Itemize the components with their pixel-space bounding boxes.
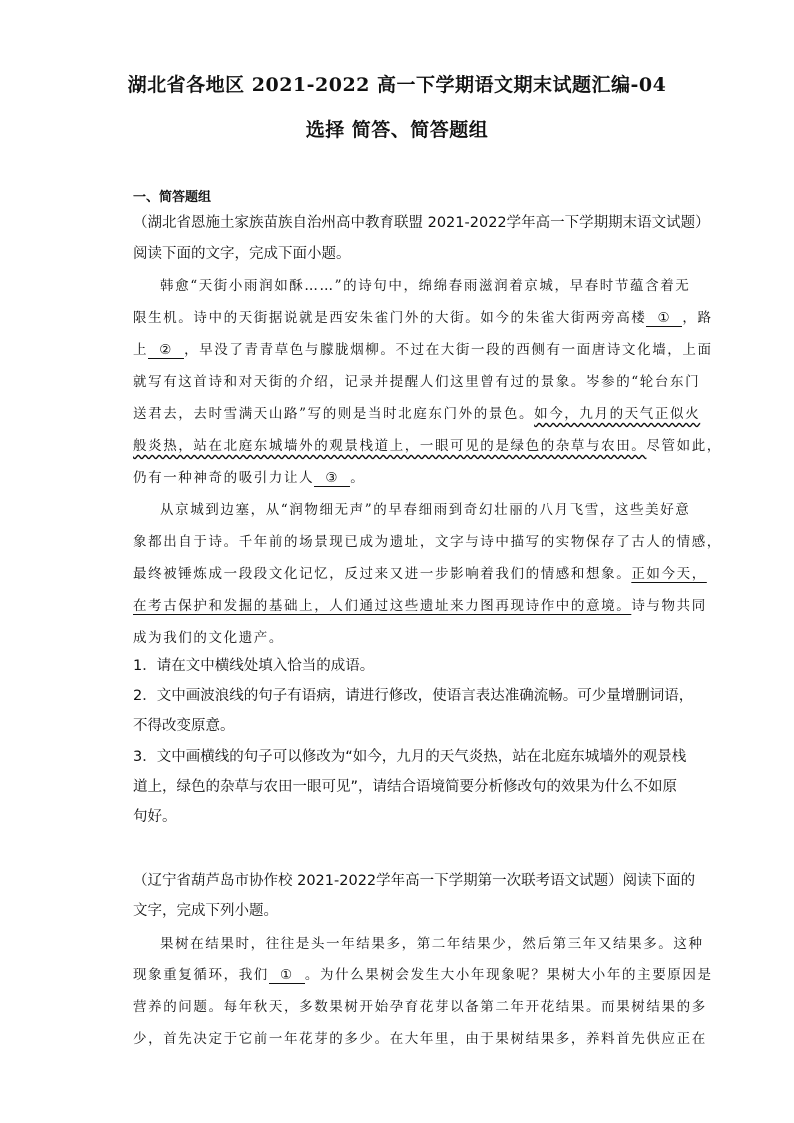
fill-blank-1: ① <box>646 310 682 327</box>
passage2-instruction: 文字，完成下列小题。 <box>133 903 278 919</box>
passage2-line: 营养的问题。每年秋天，多数果树开始孕育花芽以备第二年开花结果。而果树结果的多 <box>133 999 707 1015</box>
fill-blank-2: ② <box>148 342 184 359</box>
passage1-instruction: 阅读下面的文字，完成下面小题。 <box>133 246 351 262</box>
passage1-line: 象都出自于诗。千年前的场景现已成为遗址，文字与诗中描写的实物保存了古人的情感， <box>133 534 722 550</box>
fill-blank-3: ③ <box>314 470 350 487</box>
passage1-line: 般炎热，站在北庭东城墙外的观景栈道上，一眼可见的是绿色的杂草与农田。尽管如此， <box>133 438 722 454</box>
passage1-line: 送君去，去时雪满天山路”写的则是当时北庭东门外的景色。如今，九月的天气正似火 <box>133 406 701 422</box>
wavy-underlined-sentence: 般炎热，站在北庭东城墙外的观景栈道上，一眼可见的是绿色的杂草与农田。 <box>133 438 647 454</box>
question-3-cont: 道上，绿色的杂草与农田一眼可见”，请结合语境简要分析修改句的效果为什么不如原 <box>133 779 678 795</box>
fill-blank-1: ① <box>269 967 305 984</box>
question-1: 1．请在文中横线处填入恰当的成语。 <box>133 658 375 674</box>
passage1-line: 就写有这首诗和对天街的介绍，记录并提醒人们这里曾有过的景象。岑参的“轮台东门 <box>133 374 701 390</box>
passage2-line: 果树在结果时，往往是头一年结果多，第二年结果少，然后第三年又结果多。这种 <box>160 936 704 952</box>
passage1-line: 仍有一种神奇的吸引力让人 ③ 。 <box>133 470 366 486</box>
underlined-sentence: 在考古保护和发掘的基础上，人们通过这些遗址来力图再现诗作中的意境。 <box>133 598 632 614</box>
passage1-source: （湖北省恩施土家族苗族自治州高中教育联盟 2021-2022学年高一下学期期末语文试题） <box>133 215 710 231</box>
question-2: 2．文中画波浪线的句子有语病，请进行修改，使语言表达准确流畅。可少量增删词语， <box>133 688 694 704</box>
question-3-cont: 句好。 <box>133 809 177 825</box>
underlined-sentence: 正如今天， <box>631 566 707 582</box>
passage1-line: 从京城到边塞，从“润物细无声”的早春细雨到奇幻壮丽的八月飞雪，这些美好意 <box>160 502 691 518</box>
passage1-line: 限生机。诗中的天街据说就是西安朱雀门外的大街。如今的朱雀大街两旁高楼 ① ，路 <box>133 310 713 326</box>
document-subtitle: 选择 简答、简答题组 <box>305 119 489 141</box>
passage1-line: 最终被锤炼成一段段文化记忆，反过来又进一步影响着我们的情感和想象。正如今天， <box>133 566 707 582</box>
passage1-line: 上 ② ，早没了青青草色与朦胧烟柳。不过在大街一段的西侧有一面唐诗文化墙，上面 <box>133 342 713 358</box>
question-3: 3．文中画横线的句子可以修改为“如今，九月的天气炎热，站在北庭东城墙外的观景栈 <box>133 749 687 765</box>
passage2-source: （辽宁省葫芦岛市协作校 2021-2022学年高一下学期第一次联考语文试题）阅读下面的 <box>133 873 696 889</box>
wavy-underlined-sentence: 如今，九月的天气正似火 <box>534 406 701 422</box>
passage1-line: 韩愈“天街小雨润如酥……”的诗句中，绵绵春雨滋润着京城，早春时节蕴含着无 <box>160 278 691 294</box>
passage1-line: 在考古保护和发掘的基础上，人们通过这些遗址来力图再现诗作中的意境。诗与物共同 <box>133 598 707 614</box>
section-heading: 一、简答题组 <box>133 190 212 205</box>
passage1-line: 成为我们的文化遗产。 <box>133 630 284 646</box>
document-title: 湖北省各地区 2021-2022 高一下学期语文期末试题汇编-04 <box>127 74 667 96</box>
passage2-line: 现象重复循环，我们 ① 。为什么果树会发生大小年现象呢？果树大小年的主要原因是 <box>133 967 713 983</box>
passage2-line: 少，首先决定于它前一年花芽的多少。在大年里，由于果树结果多，养料首先供应正在 <box>133 1031 707 1047</box>
question-2-cont: 不得改变原意。 <box>133 718 235 734</box>
